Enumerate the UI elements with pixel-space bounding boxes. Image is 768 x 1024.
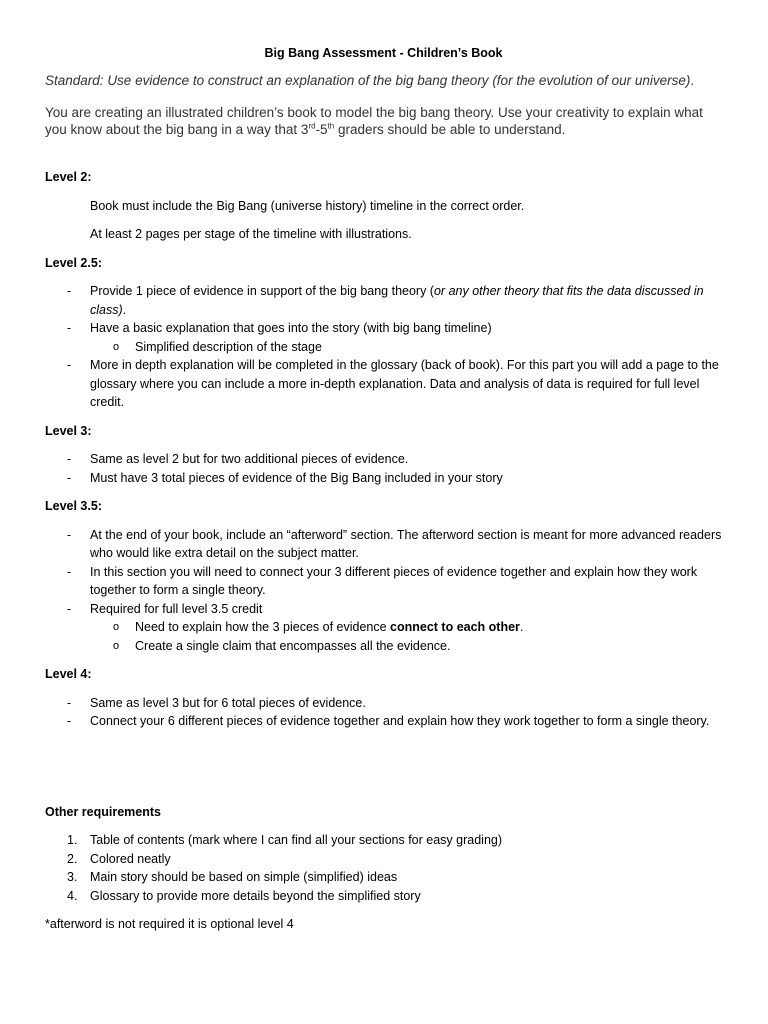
level-2-5-heading: Level 2.5: [45,255,102,270]
level-2-5-item-1-text: Provide 1 piece of evidence in support of the big bang theory ( [90,284,434,298]
level-2-5-item-1-italic: or any other theory that fits the data discussed in class) [90,284,704,317]
level-4-list [45,694,722,731]
list-item [45,887,722,906]
standard-text: Use evidence to construct an explanation of the big bang theory (for the evolution of our universe) [107,73,691,88]
list-item [45,600,722,656]
list-item [45,868,722,887]
level-3-list [45,450,722,487]
intro-paragraph [45,104,722,138]
item-text: Colored neatly [90,851,171,866]
list-item: - Same as level 2 but for two additional pieces of evidence. [45,450,722,469]
level-3-5-sub-1-end: . [519,620,524,634]
item-number: 1. [67,833,78,847]
level-2-paragraph-1: Book must include the Big Bang (universe history) timeline in the correct order. [90,198,525,213]
document-title: Big Bang Assessment - Children’s Book [264,46,503,60]
item-number: 2. [67,851,78,866]
level-3-5-heading: Level 3.5: [45,499,102,513]
sub-list-item [90,618,722,637]
list-item: - Same as level 3 but for 6 total pieces of evidence. [45,694,722,713]
other-requirements-heading: Other requirements [45,804,162,819]
footnote: *afterword is not required it is optional level 4 [45,917,294,931]
level-2-5-list [45,282,722,412]
sub-list-item: o Create a single claim that encompasses all the evidence. [90,637,722,656]
level-2-heading: Level 2: [45,170,92,184]
item-text: Main story should be based on simple (simplified) ideas [90,870,398,884]
level-2-5-item-2: Have a basic explanation that goes into the story (with big bang timeline) [90,321,492,335]
level-3-5-sub-1-bold: connect to each other [390,620,520,634]
list-item: - More in depth explanation will be completed in the glossary (back of book). For this part you will add a page to the glossary where you can include a more in-depth explanation. Data and analysis of data is required for full level credit. [45,356,722,412]
level-2-paragraph-2: At least 2 pages per stage of the timeline with illustrations. [90,227,412,241]
other-requirements-list [45,831,722,905]
intro-sup-rd: rd [308,121,316,131]
level-3-5-list [45,526,722,656]
level-4-heading: Level 4: [45,667,92,681]
list-item: - Must have 3 total pieces of evidence of the Big Bang included in your story [45,469,722,488]
intro-text-2: -5 [315,122,328,137]
level-3-5-sub-1-text: Need to explain how the 3 pieces of evidence [135,620,391,634]
item-number: 4. [67,888,78,903]
item-text: Glossary to provide more details beyond the simplified story [90,888,421,903]
list-item [45,319,722,356]
intro-sup-th: th [327,121,335,131]
rubric-body [45,168,722,934]
intro-text-3: graders should be able to understand. [334,122,566,137]
list-item: - In this section you will need to connect your 3 different pieces of evidence together and explain how they work together to form a single theory. [45,563,722,600]
standard-end: . [690,73,695,88]
list-item [45,282,722,319]
sub-list-item: o Simplified description of the stage [90,338,722,357]
level-3-5-item-3: Required for full level 3.5 credit [90,601,263,616]
list-item [45,850,722,869]
intro-text-1: You are creating an illustrated children’s book to model the big bang theory. Use your creativity to explain what you know about the big bang in a way that 3 [45,105,703,137]
item-text: Table of contents (mark where I can find all your sections for easy grading) [90,833,503,847]
level-3-heading: Level 3: [45,423,92,438]
list-item: - Connect your 6 different pieces of evidence together and explain how they work together to form a single theory. [45,712,722,731]
standard-statement [45,72,722,90]
item-number: 3. [67,870,78,884]
level-2-5-item-1-end: . [122,302,127,317]
list-item [45,831,722,850]
spacer [45,741,722,803]
standard-label: Standard: [45,73,104,88]
level-2-5-sublist [90,338,722,357]
list-item: - At the end of your book, include an “afterword” section. The afterword section is meant for more advanced readers who would like extra detail on the subject matter. [45,526,722,563]
level-3-5-sublist [90,618,722,655]
